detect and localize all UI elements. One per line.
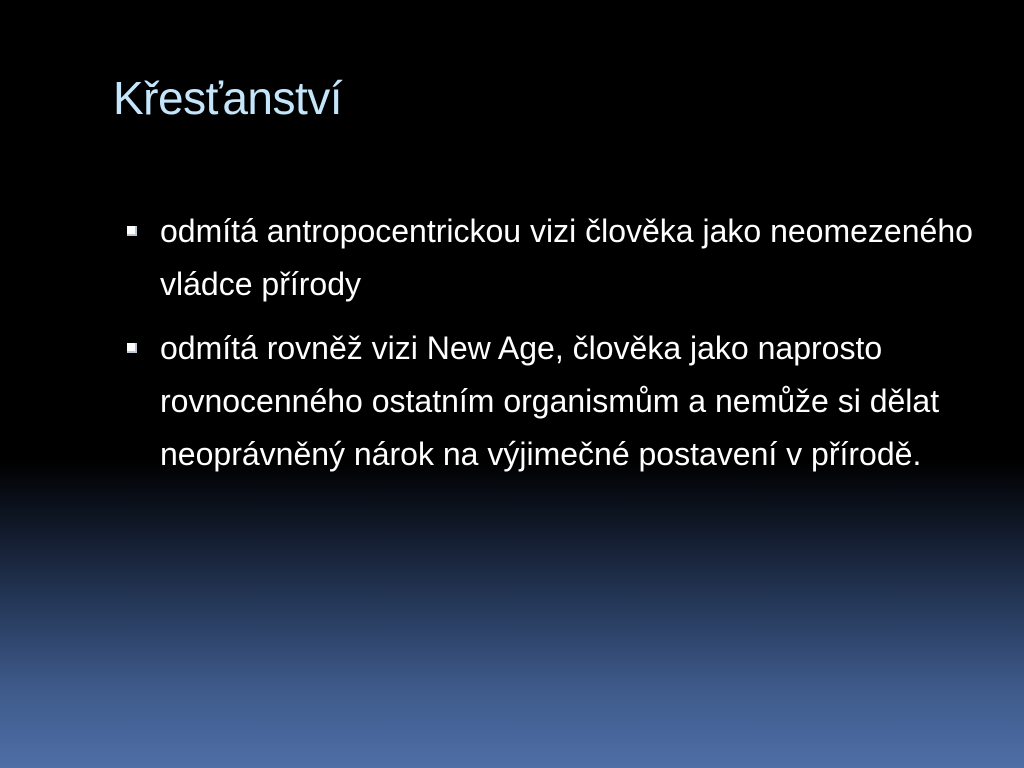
bullet-list bbox=[122, 205, 982, 492]
list-item bbox=[122, 205, 982, 311]
square-bullet-icon bbox=[127, 343, 137, 353]
slide-title: Křesťanství bbox=[113, 72, 343, 124]
list-item bbox=[122, 322, 982, 481]
bullet-text: odmítá antropocentrickou vizi člověka jako neomezeného vládce přírody bbox=[160, 213, 973, 302]
square-bullet-icon bbox=[127, 226, 137, 236]
bullet-text: odmítá rovněž vizi New Age, člověka jako naprosto rovnocenného ostatním organismům a nemůže si dělat neoprávněný nárok na výjimečné postavení v přírodě. bbox=[160, 330, 940, 472]
